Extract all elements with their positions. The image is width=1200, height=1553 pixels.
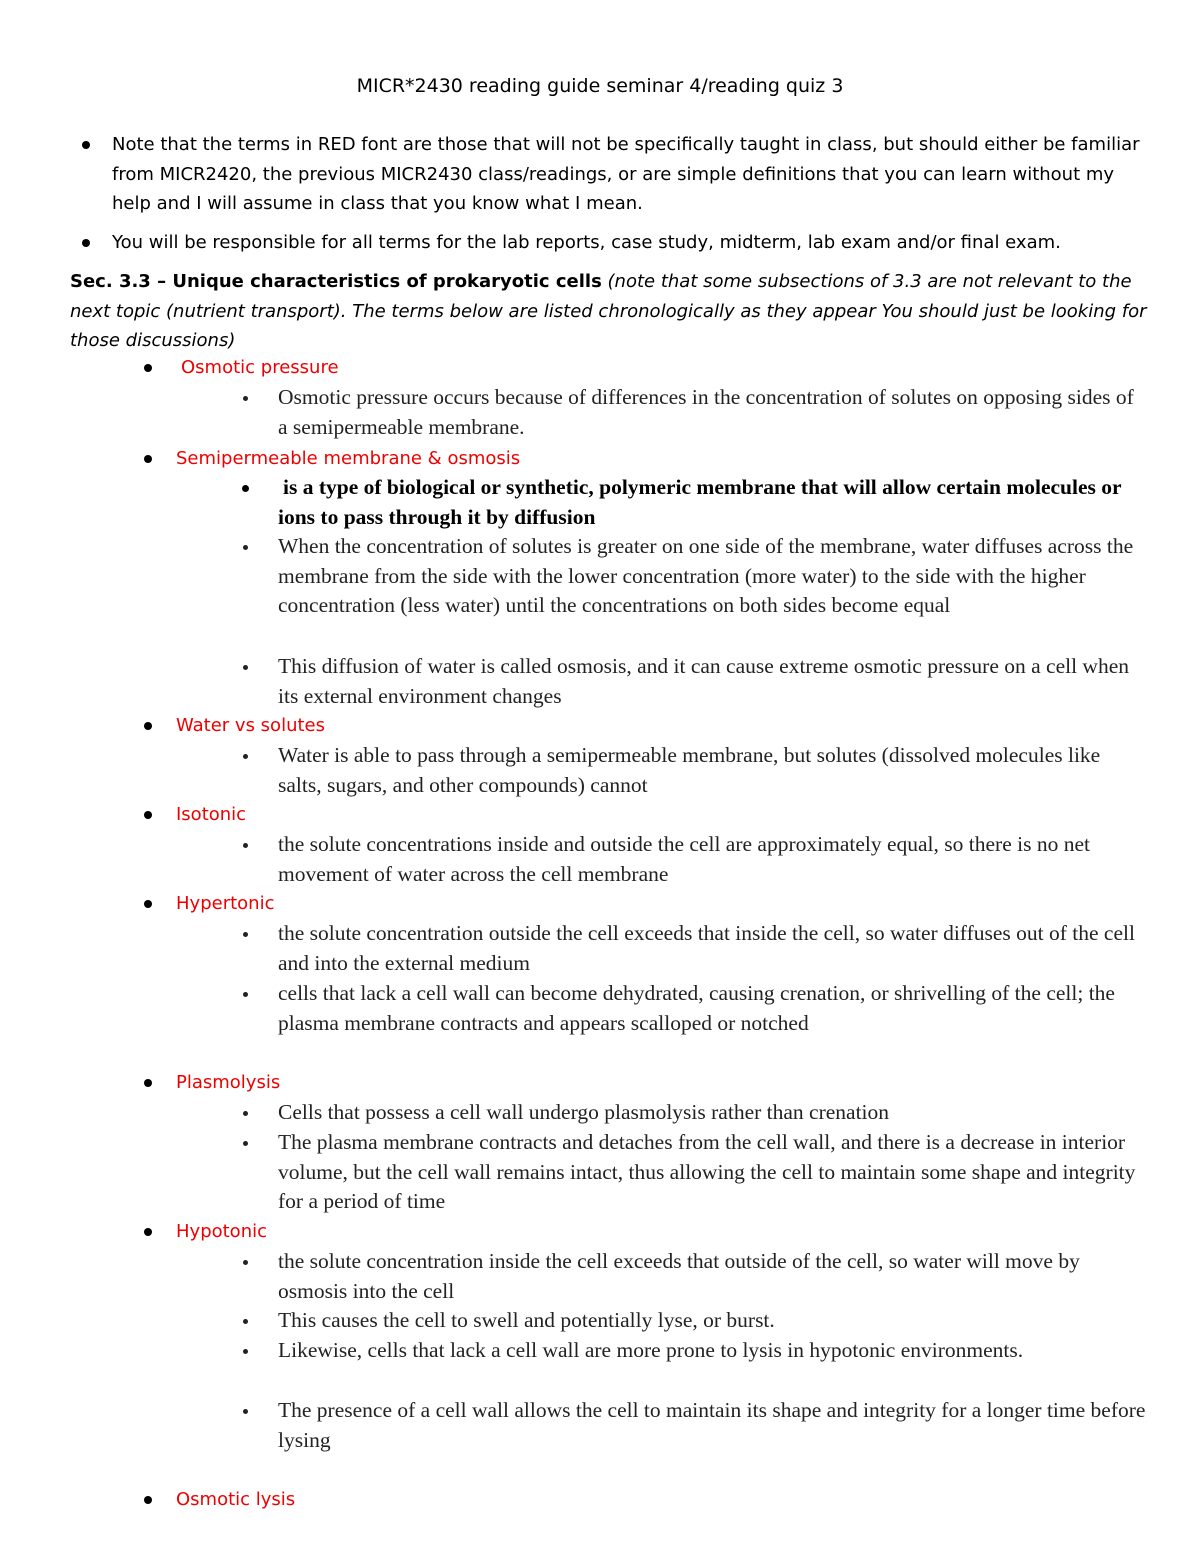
definition-item: Water is able to pass through a semipermeable membrane, but solutes (dissolved molecules like salts, sugars, and other compounds) cannot — [278, 741, 1148, 800]
bullet-icon — [243, 1260, 248, 1265]
bullet-icon — [243, 665, 248, 670]
bullet-icon — [144, 455, 152, 463]
bullet-icon — [243, 396, 248, 401]
term-isotonic: Isotonic — [176, 801, 246, 829]
intro-bullet-1 — [112, 130, 1152, 219]
definition-item: the solute concentrations inside and outside the cell are approximately equal, so there is no net movement of water across the cell membrane — [278, 830, 1148, 889]
term-osmotic-lysis: Osmotic lysis — [176, 1486, 295, 1514]
term-hypertonic: Hypertonic — [176, 890, 274, 918]
bullet-icon — [82, 141, 90, 149]
bullet-icon — [243, 1111, 248, 1116]
bullet-icon — [82, 239, 90, 247]
definition-item: cells that lack a cell wall can become dehydrated, causing crenation, or shrivelling of the cell; the plasma membrane contracts and appears scalloped or notched — [278, 979, 1148, 1038]
section-heading: Sec. 3.3 – Unique characteristics of prokaryotic cells — [70, 271, 602, 292]
bullet-icon — [243, 754, 248, 759]
bullet-icon — [243, 1319, 248, 1324]
term-osmotic-pressure: Osmotic pressure — [181, 354, 339, 382]
definition-item: is a type of biological or synthetic, polymeric membrane that will allow certain molecules or ions to pass through it by diffusion — [278, 473, 1148, 532]
definition-item: the solute concentration outside the cell exceeds that inside the cell, so water diffuses out of the cell and into the external medium — [278, 919, 1148, 978]
intro-text: Note that the terms in RED font are those that will not be specifically taught in class, but should either be familiar from MICR2420, the previous MICR2430 class/readings, or are simple definitions that you can learn without my help and I will assume in class that you know what I mean. — [112, 134, 1140, 214]
bullet-icon — [243, 545, 248, 550]
intro-text: You will be responsible for all terms for the lab reports, case study, midterm, lab exam and/or final exam. — [112, 232, 1061, 253]
section-heading-block — [70, 267, 1150, 356]
definition-item: Cells that possess a cell wall undergo plasmolysis rather than crenation — [278, 1098, 1148, 1128]
definition-item: The plasma membrane contracts and detaches from the cell wall, and there is a decrease in interior volume, but the cell wall remains intact, thus allowing the cell to maintain some shape and integrity for a period of time — [278, 1128, 1148, 1217]
bullet-icon — [144, 1079, 152, 1087]
bullet-icon — [242, 485, 249, 492]
bullet-icon — [243, 1141, 248, 1146]
bullet-icon — [144, 364, 152, 372]
bullet-icon — [243, 1409, 248, 1414]
bullet-icon — [243, 843, 248, 848]
term-hypotonic: Hypotonic — [176, 1218, 267, 1246]
definition-item: When the concentration of solutes is greater on one side of the membrane, water diffuses across the membrane from the side with the lower concentration (more water) to the side with the higher concentration (less water) until the concentrations on both sides become equal — [278, 532, 1148, 621]
bullet-icon — [144, 722, 152, 730]
term-semipermeable-membrane: Semipermeable membrane & osmosis — [176, 445, 520, 473]
bullet-icon — [144, 1228, 152, 1236]
definition-item: This causes the cell to swell and potentially lyse, or burst. — [278, 1306, 1148, 1336]
section-note: (note that some subsections of 3.3 are not relevant to the next topic (nutrient transport). The terms below are listed chronologically as they appear You should just be looking for those discussions) — [70, 271, 1147, 351]
bullet-icon — [144, 900, 152, 908]
definition-item: This diffusion of water is called osmosis, and it can cause extreme osmotic pressure on a cell when its external environment changes — [278, 652, 1148, 711]
definition-item: Likewise, cells that lack a cell wall are more prone to lysis in hypotonic environments. — [278, 1336, 1148, 1366]
intro-bullet-2 — [112, 228, 1152, 258]
term-plasmolysis: Plasmolysis — [176, 1069, 280, 1097]
definition-item: the solute concentration inside the cell exceeds that outside of the cell, so water will move by osmosis into the cell — [278, 1247, 1148, 1306]
bullet-icon — [243, 992, 248, 997]
bullet-icon — [144, 811, 152, 819]
definition-item: The presence of a cell wall allows the cell to maintain its shape and integrity for a longer time before lysing — [278, 1396, 1148, 1455]
bullet-icon — [243, 1349, 248, 1354]
page-title: MICR*2430 reading guide seminar 4/reading quiz 3 — [356, 75, 844, 97]
bullet-icon — [144, 1496, 152, 1504]
term-water-vs-solutes: Water vs solutes — [176, 712, 325, 740]
definition-item: Osmotic pressure occurs because of differences in the concentration of solutes on opposing sides of a semipermeable membrane. — [278, 383, 1148, 442]
bullet-icon — [243, 932, 248, 937]
